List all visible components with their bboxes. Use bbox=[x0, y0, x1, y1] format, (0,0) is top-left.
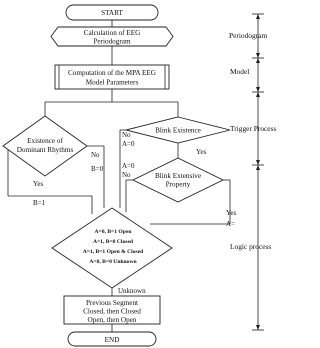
edge-yes-a-val: A= bbox=[226, 220, 236, 228]
edge-yes-a-yes: Yes bbox=[226, 209, 237, 217]
stage-trigger: Trigger Process bbox=[230, 124, 277, 133]
blink-ext-line2: Property bbox=[165, 180, 191, 189]
calc-line1: Calculation of EEG bbox=[83, 29, 141, 37]
edge-no-b0-val: B=0 bbox=[91, 165, 104, 173]
comp-line1: Computation of the MPA EEG bbox=[68, 69, 156, 77]
edge-yes-b1-val: B=1 bbox=[33, 199, 46, 207]
prev-line1: Previous Segment bbox=[85, 299, 139, 307]
prev-line3: Open, then Open bbox=[87, 316, 137, 324]
start-label: START bbox=[101, 9, 123, 17]
comp-line2: Model Parameters bbox=[85, 78, 139, 87]
cond-2: A=1, B=1 Open & Closed bbox=[82, 249, 144, 255]
start-terminator bbox=[66, 5, 158, 20]
cond-1: A=1, B=0 Closed bbox=[92, 239, 134, 245]
stage-periodogram: Periodogram bbox=[229, 31, 268, 40]
stage-labels bbox=[229, 31, 276, 251]
condition-decision bbox=[52, 208, 172, 288]
edge-blink-yes: Yes bbox=[196, 148, 207, 156]
edge-no-a0-no: No bbox=[122, 131, 131, 139]
stage-logic: Logic process bbox=[230, 242, 272, 251]
dom-line2: Dominant Rhythms bbox=[16, 146, 74, 154]
stage-model: Model bbox=[230, 67, 250, 76]
blink-exist-label: Blink Existence bbox=[155, 126, 201, 135]
blink-extensive-decision bbox=[133, 158, 223, 202]
dominant-rhythms-decision bbox=[3, 116, 87, 176]
edge-a0-no-no: No bbox=[122, 171, 131, 179]
stage-bracket bbox=[252, 14, 264, 330]
edge-a0-no-val: A=0 bbox=[122, 162, 135, 170]
calc-line2: Periodogram bbox=[93, 37, 131, 46]
blink-existence-decision bbox=[126, 117, 230, 143]
edge-unknown: Unknown bbox=[118, 287, 146, 295]
calc-periodogram-node bbox=[51, 27, 173, 46]
previous-segment-node bbox=[64, 296, 160, 324]
cond-3: A=0, B=0 Unknown bbox=[89, 259, 137, 265]
cond-0: A=0, B=1 Open bbox=[94, 229, 132, 235]
edge-yes-b1-yes: Yes bbox=[33, 180, 44, 188]
end-terminator bbox=[68, 332, 156, 346]
compute-model-node bbox=[55, 65, 169, 89]
end-label: END bbox=[104, 336, 120, 344]
edge-no-b0-no: No bbox=[91, 151, 100, 159]
prev-line2: Closed, then Closed bbox=[83, 307, 141, 316]
edge-no-a0-val: A=0 bbox=[122, 140, 135, 148]
dom-line1: Existence of bbox=[27, 137, 63, 145]
blink-ext-line1: Blink Extensive bbox=[154, 172, 202, 180]
